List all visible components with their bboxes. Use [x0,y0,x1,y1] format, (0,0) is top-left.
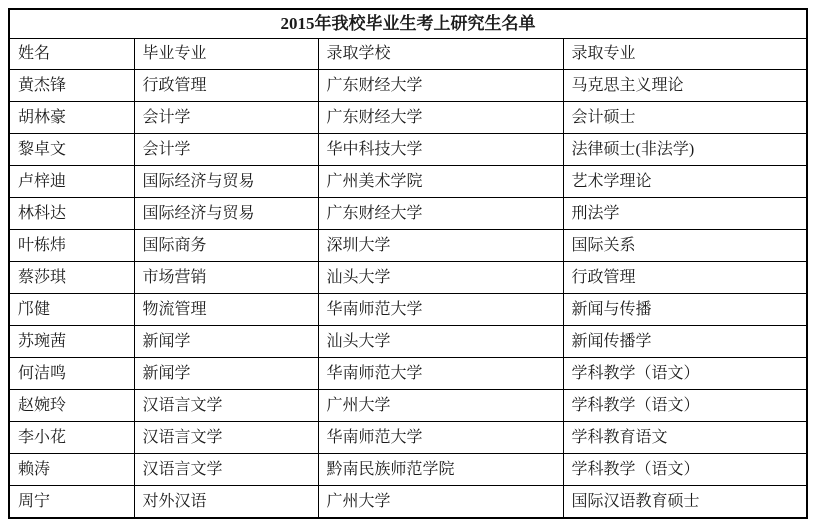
table-title-row [9,9,807,39]
cell-admitted-school: 广州美术学院 [318,166,563,198]
table-row [9,70,807,102]
cell-admitted-major: 学科教学（语文） [563,358,807,390]
cell-admitted-school: 华中科技大学 [318,134,563,166]
cell-graduation-major: 市场营销 [134,262,318,294]
table-row [9,486,807,519]
cell-admitted-major: 新闻传播学 [563,326,807,358]
column-header-admitted-school: 录取学校 [318,39,563,70]
cell-admitted-school: 广州大学 [318,390,563,422]
table-row [9,454,807,486]
cell-admitted-major: 艺术学理论 [563,166,807,198]
table-row [9,230,807,262]
cell-admitted-major: 国际汉语教育硕士 [563,486,807,519]
table-row [9,166,807,198]
cell-admitted-school: 华南师范大学 [318,294,563,326]
cell-name: 卢梓迪 [9,166,134,198]
cell-admitted-school: 华南师范大学 [318,422,563,454]
table-header-row [9,39,807,70]
column-header-graduation-major: 毕业专业 [134,39,318,70]
cell-admitted-major: 新闻与传播 [563,294,807,326]
table-row [9,358,807,390]
cell-name: 叶栋炜 [9,230,134,262]
cell-admitted-school: 汕头大学 [318,326,563,358]
column-header-admitted-major: 录取专业 [563,39,807,70]
cell-graduation-major: 会计学 [134,102,318,134]
cell-name: 苏琬茜 [9,326,134,358]
cell-graduation-major: 物流管理 [134,294,318,326]
table-row [9,326,807,358]
cell-admitted-school: 华南师范大学 [318,358,563,390]
column-header-name: 姓名 [9,39,134,70]
cell-graduation-major: 汉语言文学 [134,422,318,454]
cell-graduation-major: 新闻学 [134,326,318,358]
cell-name: 邝健 [9,294,134,326]
cell-admitted-school: 黔南民族师范学院 [318,454,563,486]
table-row [9,102,807,134]
cell-name: 周宁 [9,486,134,519]
cell-admitted-school: 广东财经大学 [318,102,563,134]
cell-name: 胡林豪 [9,102,134,134]
cell-graduation-major: 行政管理 [134,70,318,102]
cell-admitted-school: 汕头大学 [318,262,563,294]
cell-graduation-major: 汉语言文学 [134,390,318,422]
cell-admitted-major: 学科教学（语文） [563,390,807,422]
table-row [9,294,807,326]
table-row [9,390,807,422]
cell-name: 何洁鸣 [9,358,134,390]
cell-admitted-school: 广东财经大学 [318,198,563,230]
cell-admitted-major: 学科教学（语文） [563,454,807,486]
cell-admitted-major: 法律硕士(非法学) [563,134,807,166]
cell-graduation-major: 会计学 [134,134,318,166]
cell-admitted-major: 刑法学 [563,198,807,230]
cell-admitted-school: 广东财经大学 [318,70,563,102]
cell-graduation-major: 汉语言文学 [134,454,318,486]
table-row [9,262,807,294]
cell-name: 黄杰锋 [9,70,134,102]
cell-admitted-major: 马克思主义理论 [563,70,807,102]
cell-graduation-major: 对外汉语 [134,486,318,519]
cell-graduation-major: 国际经济与贸易 [134,166,318,198]
cell-name: 黎卓文 [9,134,134,166]
cell-name: 赖涛 [9,454,134,486]
cell-admitted-major: 行政管理 [563,262,807,294]
cell-admitted-school: 广州大学 [318,486,563,519]
cell-admitted-major: 国际关系 [563,230,807,262]
cell-admitted-major: 会计硕士 [563,102,807,134]
table-row [9,134,807,166]
cell-graduation-major: 新闻学 [134,358,318,390]
table-row [9,198,807,230]
graduate-admission-table [8,8,808,519]
cell-name: 赵婉玲 [9,390,134,422]
cell-admitted-school: 深圳大学 [318,230,563,262]
cell-name: 蔡莎琪 [9,262,134,294]
cell-admitted-major: 学科教育语文 [563,422,807,454]
table-row [9,422,807,454]
cell-graduation-major: 国际商务 [134,230,318,262]
cell-name: 李小花 [9,422,134,454]
table-title: 2015年我校毕业生考上研究生名单 [9,9,807,39]
cell-graduation-major: 国际经济与贸易 [134,198,318,230]
cell-name: 林科达 [9,198,134,230]
